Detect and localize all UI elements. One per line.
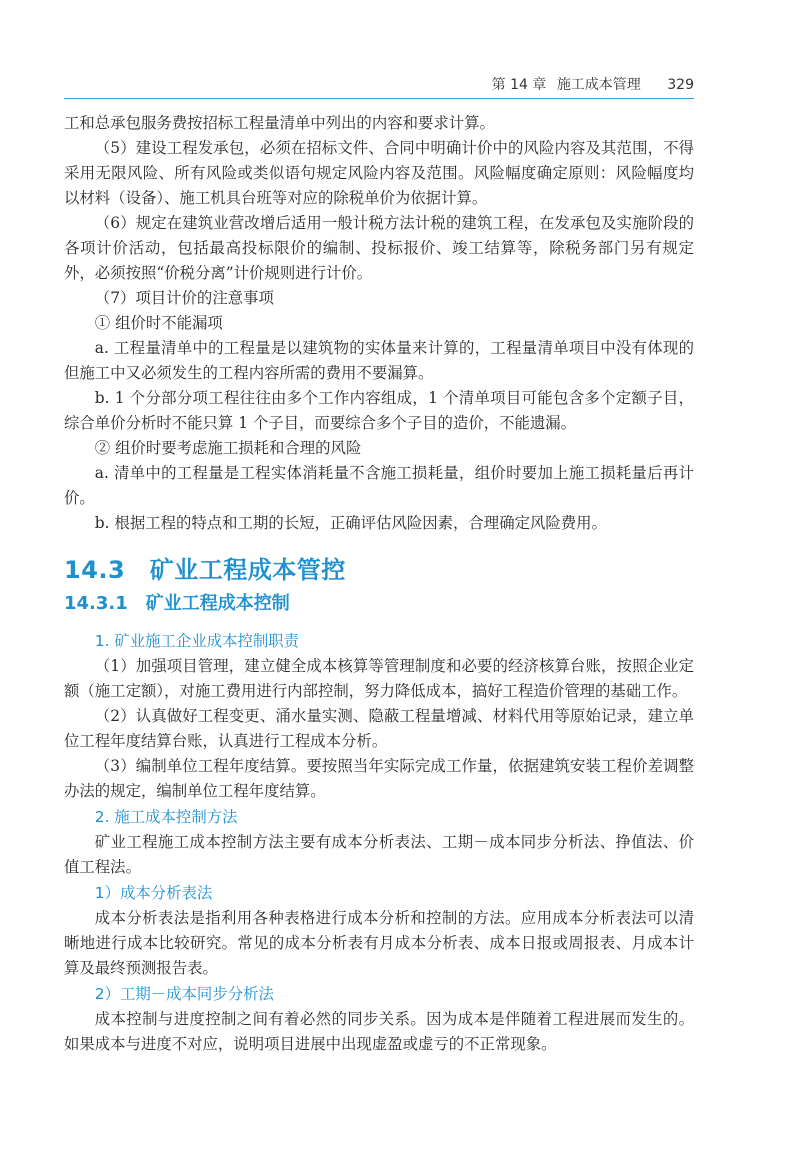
paragraph: （3）编制单位工程年度结算。要按照当年实际完成工作量，依据建筑安装工程价差调整办法的规定，编制单位工程年度结算。 — [64, 757, 694, 800]
paragraph: （5）建设工程发承包，必须在招标文件、合同中明确计价中的风险内容及其范围，不得采用无限风险、所有风险或类似语句规定风险内容及范围。风险幅度确定原则：风险幅度均以材料（设备）、施工机具台班等对应的除税单价为依据计算。 — [64, 139, 694, 207]
paragraph: 成本控制与进度控制之间有着必然的同步关系。因为成本是伴随着工程进展而发生的。如果成本与进度不对应，说明项目进展中出现虚盈或虚亏的不正常现象。 — [64, 1010, 694, 1053]
page-number: 329 — [667, 77, 694, 93]
paragraph: ① 组价时不能漏项 — [94, 314, 223, 332]
paragraph: 矿业工程施工成本控制方法主要有成本分析表法、工期－成本同步分析法、挣值法、价值工程法。 — [64, 833, 694, 876]
paragraph: （6）规定在建筑业营改增后适用一般计税方法计税的建筑工程，在发承包及实施阶段的各项计价活动，包括最高投标限价的编制、投标报价、竣工结算等，除税务部门另有规定外，必须按照“价税分离”计价规则进行计价。 — [64, 214, 694, 282]
paragraph: （7）项目计价的注意事项 — [94, 289, 274, 307]
paragraph: b. 根据工程的特点和工期的长短，正确评估风险因素，合理确定风险费用。 — [94, 514, 607, 532]
chapter-title: 施工成本管理 — [556, 77, 641, 93]
paragraph: 工和总承包服务费按招标工程量清单中列出的内容和要求计算。 — [64, 114, 495, 132]
page-body — [64, 111, 694, 1057]
heading-cost-analysis-table: 1）成本分析表法 — [94, 884, 213, 902]
paragraph: a. 工程量清单中的工程量是以建筑物的实体量来计算的，工程量清单项目中没有体现的但施工中又必须发生的工程内容所需的费用不要漏算。 — [64, 339, 694, 382]
paragraph: 成本分析表法是指利用各种表格进行成本分析和控制的方法。应用成本分析表法可以清晰地进行成本比较研究。常见的成本分析表有月成本分析表、成本日报或周报表、月成本计算及最终预测报告表。 — [64, 909, 694, 977]
paragraph: （2）认真做好工程变更、涌水量实测、隐蔽工程量增减、材料代用等原始记录，建立单位工程年度结算台账，认真进行工程成本分析。 — [64, 707, 694, 750]
paragraph: ② 组价时要考虑施工损耗和合理的风险 — [94, 439, 362, 457]
paragraph: （1）加强项目管理，建立健全成本核算等管理制度和必要的经济核算台账，按照企业定额（施工定额），对施工费用进行内部控制，努力降低成本，搞好工程造价管理的基础工作。 — [64, 657, 694, 700]
paragraph: a. 清单中的工程量是工程实体消耗量不含施工损耗量，组价时要加上施工损耗量后再计价。 — [64, 464, 694, 507]
section-heading-14-3: 14.3 矿业工程成本管控 — [64, 556, 346, 584]
paragraph: b. 1 个分部分项工程往往由多个工作内容组成，1 个清单项目可能包含多个定额子目，综合单价分析时不能只算 1 个子目，而要综合多个子目的造价，不能遗漏。 — [64, 389, 694, 432]
heading-responsibilities: 1. 矿业施工企业成本控制职责 — [94, 632, 300, 650]
subsection-heading-14-3-1: 14.3.1 矿业工程成本控制 — [64, 593, 290, 614]
heading-schedule-cost-sync: 2）工期－成本同步分析法 — [94, 985, 274, 1003]
header-rule — [64, 98, 694, 99]
heading-control-methods: 2. 施工成本控制方法 — [94, 808, 238, 826]
running-header — [64, 74, 694, 98]
chapter-label: 第 14 章 — [491, 77, 547, 93]
